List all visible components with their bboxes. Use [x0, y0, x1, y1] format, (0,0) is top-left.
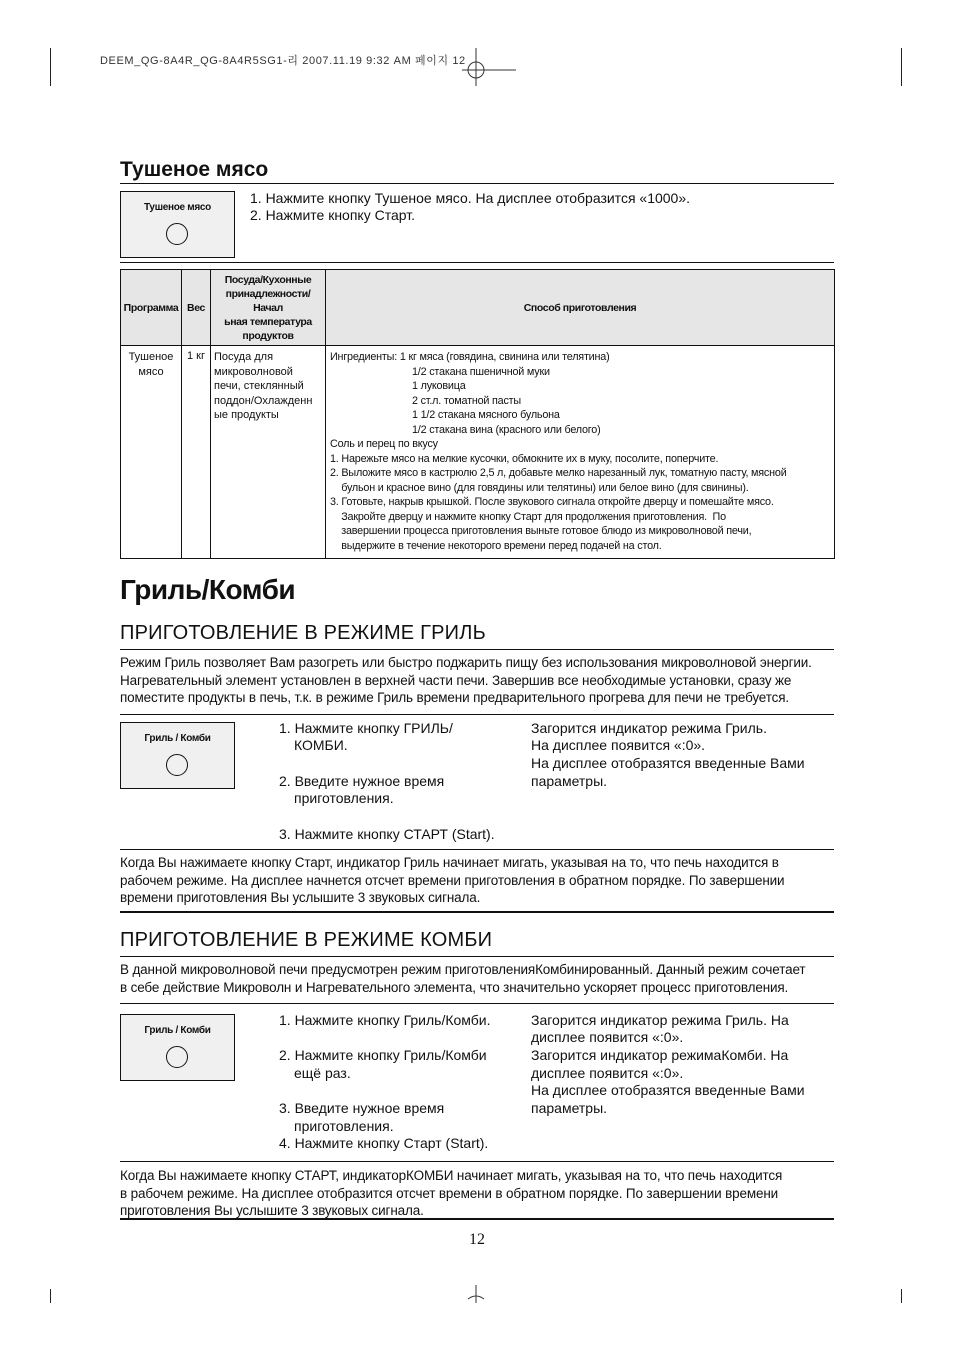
grill-note: Когда Вы нажимаете кнопку Старт, индикатор Гриль начинает мигать, указывая на то, что печь находится в рабочем режиме. На дисплее начнется отсчет времени приготовления в обратном порядке. По завершении времени приготовления Вы услышите 3 звуковых сигнала. [120, 855, 785, 905]
stew-button-panel[interactable] [120, 191, 235, 258]
step-item: КОМБИ. [294, 737, 348, 753]
step-item: 2. Нажмите кнопку Гриль/Комби [279, 1047, 487, 1063]
cell-program: Тушеное мясо [121, 346, 182, 559]
step-item: 1. Нажмите кнопку Тушеное мясо. На дисплее отобразится «1000». [250, 190, 691, 206]
step-item: 1. Нажмите кнопку Гриль/Комби. [279, 1012, 491, 1028]
result-item: параметры. [531, 1100, 608, 1116]
step-item: 2. Введите нужное время [279, 773, 445, 789]
cell-method: Ингредиенты: 1 кг мяса (говядина, свинина или телятина) 1/2 стакана пшеничной муки 1 луковица 2 ст.л. томатной пасты 1 1/2 стакана мясного бульона 1/2 стакана вина (красного или белого) Соль и перец по вкусу 1. Нарежьте мясо на мелкие кусочки, обмокните их в муку, посолите, поперчите. 2. Выложите мясо в кастрюлю 2,5 л, добавьте мелко нарезанный лук, томатную пасту, мясной бульон и красное вино (для говядины или телятины) или белое вино (для свинины). 3. Готовьте, накрыв крышкой. После звукового сигнала откройте дверцу и помешайте мясо. Закройте дверцу и нажмите кнопку Старт для продолжения приготовления. По завершении процесса приготовления выньте готовое блюдо из микроволновой печи, выдержите в течение некоторого времени перед подачей на стол. [326, 346, 835, 559]
page-title: Гриль/Комби [120, 574, 296, 605]
result-item: На дисплее отобразятся введенные Вами [531, 1082, 805, 1098]
grill-button-label: Гриль / Комби [144, 733, 211, 744]
table-row [121, 346, 835, 559]
combi-button-label: Гриль / Комби [144, 1025, 211, 1036]
combi-note: Когда Вы нажимаете кнопку СТАРТ, индикаторКОМБИ начинает мигать, указывая на то, что печь находится в рабочем режиме. На дисплее отобразится отсчет времени в обратном порядке. По завершении времени приготовления Вы услышите 3 звуковых сигнала. [120, 1168, 783, 1218]
cell-weight: 1 кг [182, 346, 211, 559]
button-circle-icon[interactable] [166, 223, 188, 245]
table-header-weight: Вес [182, 270, 211, 346]
divider [120, 649, 834, 650]
registration-mark-icon [466, 1285, 490, 1305]
section-title-grill: ПРИГОТОВЛЕНИЕ В РЕЖИМЕ ГРИЛЬ [120, 622, 486, 644]
step-item: 1. Нажмите кнопку ГРИЛЬ/ [279, 720, 453, 736]
grill-intro: Режим Гриль позволяет Вам разогреть или быстро поджарить пищу без использования микроволновой энергии. Нагревательный элемент установлен в верхней части печи. Завершив все необходимые установки, сразу же поместите продукты в печь, т.к. в режиме Гриль времени предварительного прогрева для печи не требуется. [120, 655, 812, 705]
divider [120, 849, 834, 850]
step-item: 4. Нажмите кнопку Старт (Start). [279, 1135, 489, 1151]
divider [120, 183, 834, 184]
result-item: Загорится индикатор режима Гриль. [531, 720, 767, 736]
step-item: приготовления. [294, 1118, 394, 1134]
stew-button-label: Тушеное мясо [144, 202, 211, 213]
crop-mark [901, 48, 902, 86]
registration-mark-icon [458, 48, 518, 88]
grill-button-panel[interactable] [120, 722, 235, 789]
result-item: дисплее появится «:0». [531, 1065, 684, 1081]
section-title-combi: ПРИГОТОВЛЕНИЕ В РЕЖИМЕ КОМБИ [120, 929, 493, 951]
divider [120, 714, 834, 715]
crop-mark [901, 1289, 902, 1303]
combi-button-panel[interactable] [120, 1014, 235, 1081]
divider [120, 1003, 834, 1004]
result-item: На дисплее отобразятся введенные Вами [531, 755, 805, 771]
section-title-stew: Тушеное мясо [120, 158, 269, 181]
combi-intro: В данной микроволновой печи предусмотрен режим приготовленияКомбинированный. Данный режим сочетает в себе действие Микроволн и Нагревательного элемента, что значительно ускоряет процесс приготовления. [120, 962, 806, 995]
divider [120, 1218, 834, 1220]
cell-dishes: Посуда для микроволновой печи, стеклянный поддон/Охлажденн ые продукты [211, 346, 326, 559]
result-item: Загорится индикатор режимаКомби. На [531, 1047, 789, 1063]
table-header-program: Программа [121, 270, 182, 346]
button-circle-icon[interactable] [166, 1046, 188, 1068]
print-header: DEEM_QG-8A4R_QG-8A4R5SG1-리 2007.11.19 9:32 AM 페이지 12 [100, 55, 466, 67]
crop-mark [50, 1289, 51, 1303]
crop-mark [50, 48, 51, 86]
step-item: ещё раз. [294, 1065, 351, 1081]
divider [120, 911, 834, 913]
divider [120, 262, 834, 263]
step-item: 2. Нажмите кнопку Старт. [250, 207, 415, 223]
step-item: 3. Нажмите кнопку СТАРТ (Start). [279, 826, 495, 842]
step-item: 3. Введите нужное время [279, 1100, 445, 1116]
recipe-table [120, 269, 835, 559]
divider [120, 1161, 834, 1162]
button-circle-icon[interactable] [166, 754, 188, 776]
result-item: Загорится индикатор режима Гриль. На [531, 1012, 789, 1028]
result-item: параметры. [531, 773, 608, 789]
result-item: На дисплее появится «:0». [531, 737, 706, 753]
page-number: 12 [469, 1231, 485, 1248]
table-header-dishes: Посуда/Кухонные принадлежности/Начал ьная температура продуктов [211, 270, 326, 346]
step-item: приготовления. [294, 790, 394, 806]
divider [120, 956, 834, 957]
result-item: дисплее появится «:0». [531, 1029, 684, 1045]
table-header-method: Способ приготовления [326, 270, 835, 346]
